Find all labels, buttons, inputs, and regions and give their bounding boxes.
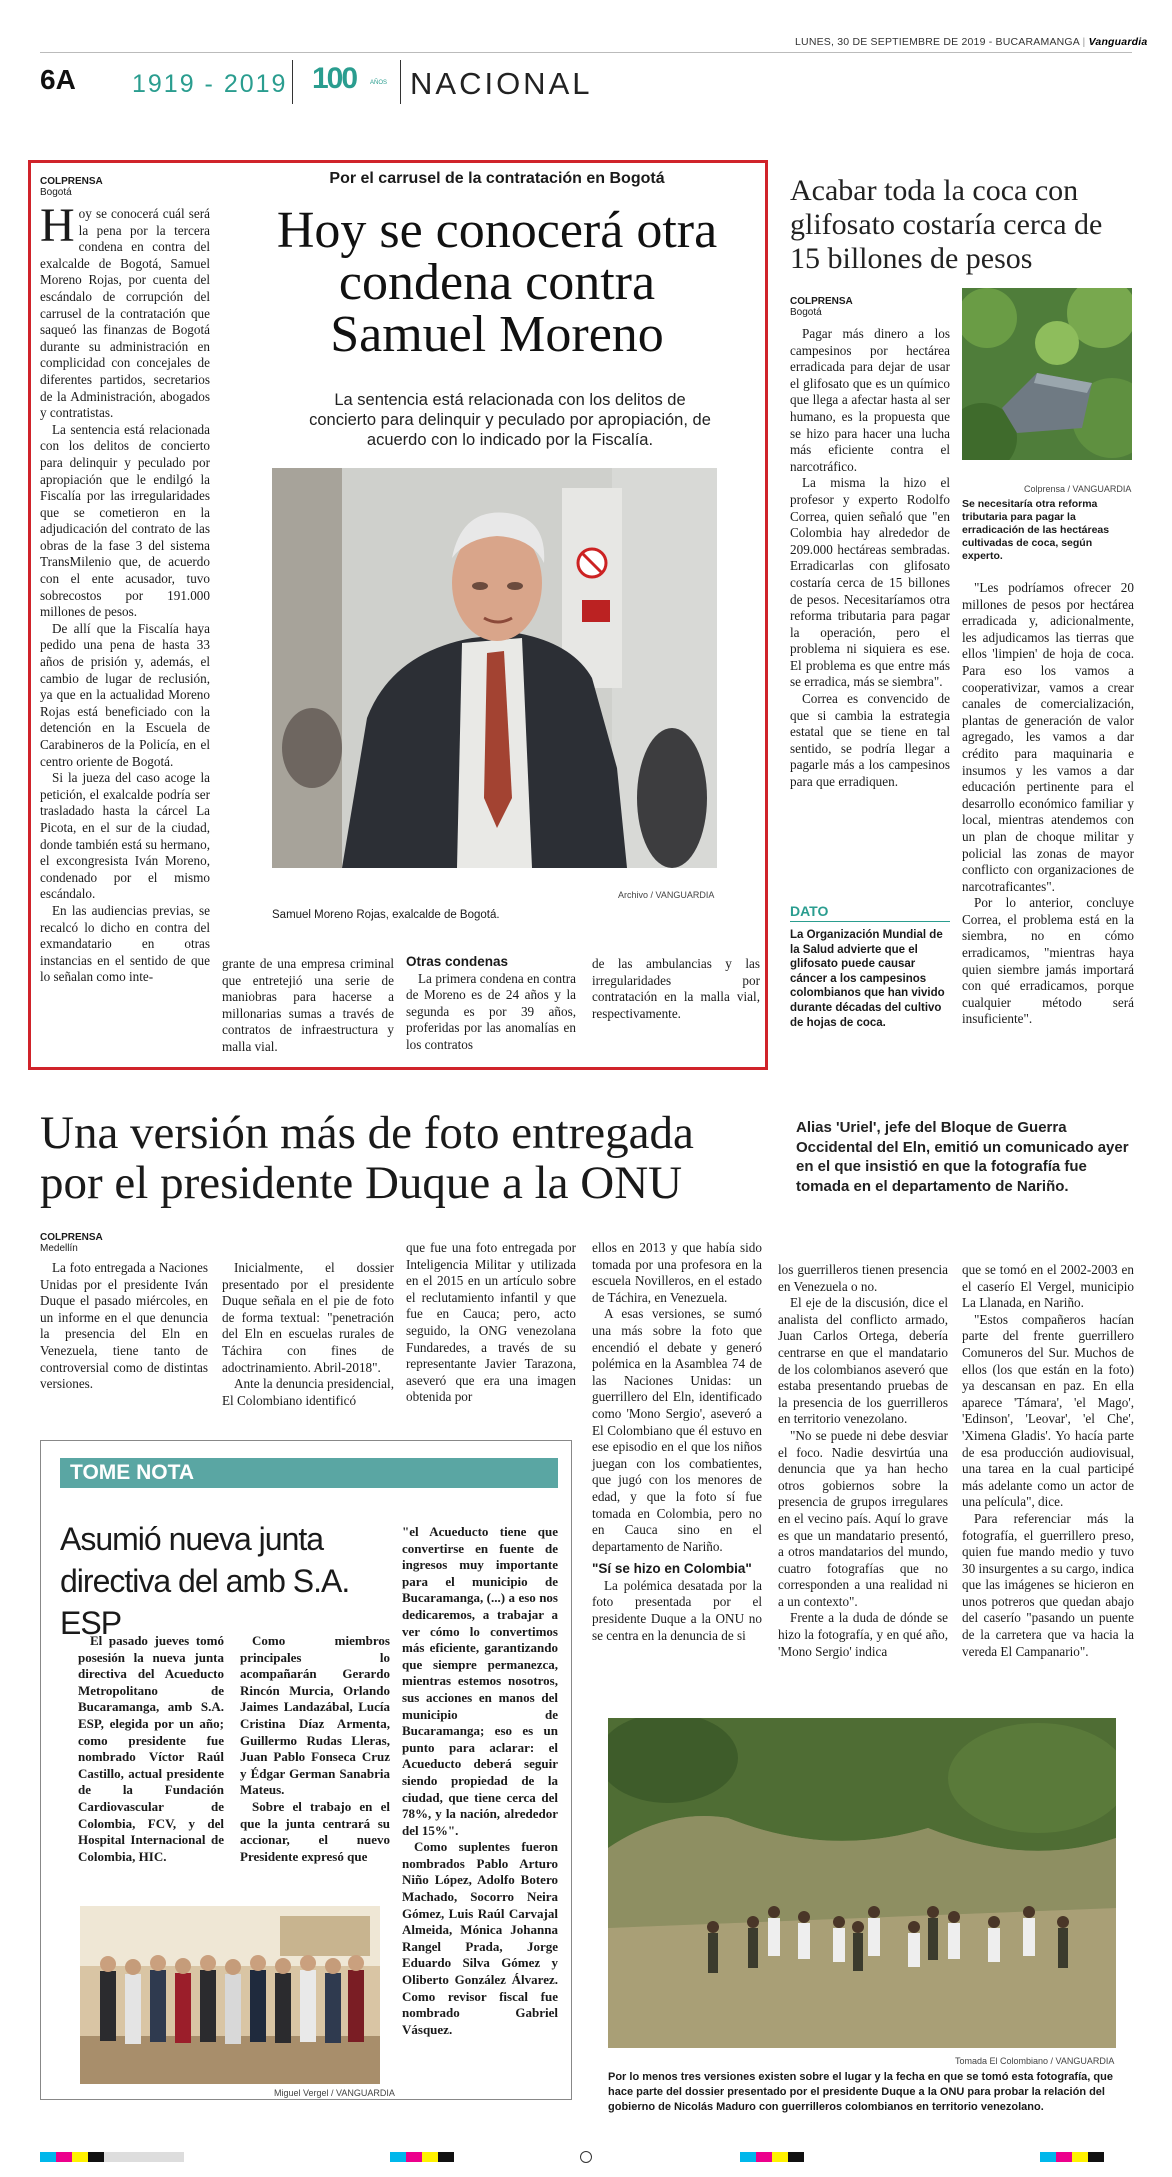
moreno-deck: La sentencia está relacionada con los delitos de concierto para delinquir y peculado por apropiación, de acuerdo con lo indicado por la Fiscalía. <box>309 391 711 449</box>
moreno-col3-para: La primera condena en contra de Moreno es de 24 años y la segunda es por 39 años, proferidas por las anomalías en los contratos <box>406 970 576 1052</box>
coca-para-2: La misma la hizo el profesor y experto Rodolfo Correa, quien señaló que "en Colombia hay alrededor de 209.000 hectáreas sembradas. Erradicarlas con glifosato costaría cerca de 15 billones de pesos. Necesitaríamos otra reforma tributaria para pagar la operación, pero el problema ni siquiera es ese. El problema es que entre más se erradica, más se siembra". <box>790 475 950 690</box>
duque-column-2 <box>222 1260 394 1409</box>
duque-headline <box>40 1108 800 1208</box>
tome-nota-label-text: TOME NOTA <box>70 1461 195 1484</box>
moreno-column-3 <box>406 954 576 1054</box>
moreno-headline-line1: Hoy se conocerá otra <box>276 202 718 259</box>
moreno-agency: COLPRENSA <box>40 176 103 187</box>
duque-para-13: "Estos compañeros hacían parte del frente guerrillero Comuneros del Sur. Muchos de ellos (los que están en la foto) ya descansan en paz. En ella aparece 'Támara', 'el Mago', 'Edinson', 'Leovar', 'el Che', 'Ximena Gladis'. Yo hacía parte de esa producción audiovisual, una tarea en la cual participé más adelante como un actor de una película", dice. <box>962 1311 1134 1510</box>
tome-nota-para-2: Como miembros principales lo acompañarán Gerardo Rincón Murcia, Orlando Jaimes Landazábal, Lucía Cristina Díaz Armenta, Guillermo Rudas Lleras, Juan Pablo Fonseca Cruz y Édgar German Sanabria Mateus. <box>240 1633 390 1798</box>
coca-column-2 <box>962 580 1134 1028</box>
duque-para-1: La foto entregada a Naciones Unidas por el presidente Iván Duque el pasado miércoles, en un informe en el que denuncia la presencia del Eln en Venezuela, tiene tanto de controversial como de distintas versiones. <box>40 1260 208 1392</box>
moreno-photo-credit: Archivo / VANGUARDIA <box>618 890 715 900</box>
tome-nota-para-5: Como suplentes fueron nombrados Pablo Arturo Niño López, Adolfo Botero Machado, Socorro Neira Gómez, Luis Raúl Carvajal Almeida, Mónica Johanna Rangel Prada, Jorge Eduardo Silva Gómez y Oliberto González Álvarez. Como revisor fiscal fue nombrado Gabriel Vásquez. <box>402 1839 558 2037</box>
duque-column-4 <box>592 1240 762 1644</box>
moreno-column-1 <box>40 199 210 986</box>
moreno-headline-line2: condena contra <box>338 254 656 311</box>
header-divider-2 <box>400 60 401 104</box>
duque-column-1 <box>40 1260 208 1393</box>
dato-box <box>790 903 950 1030</box>
brand-name: Vanguardia <box>1088 36 1148 48</box>
moreno-column-4 <box>592 956 760 1022</box>
duque-para-12: que se tomó en el 2002-2003 en el caserío El Vergel, municipio La Llanada, en Nariño. <box>962 1262 1134 1311</box>
duque-byline <box>40 1232 103 1254</box>
moreno-place: Bogotá <box>40 187 72 198</box>
moreno-col2-para: grante de una empresa criminal que entretejió una serie de maniobras para hacerse a millonarias sumas a través de contratos de infraestructura y malla vial. <box>222 956 394 1054</box>
moreno-para-1 <box>40 199 210 422</box>
duque-para-2: Inicialmente, el dossier presentado por el presidente Duque señala en el pie de foto de forma textual: "penetración del Eln en escuelas rurales de Táchira con fines de adoctrinamiento. Abril-2018". <box>222 1260 394 1375</box>
tome-nota-column-1 <box>78 1633 224 1865</box>
duque-para-8: los guerrilleros tienen presencia en Venezuela o no. <box>778 1262 948 1294</box>
dateline: LUNES, 30 DE SEPTIEMBRE DE 2019 - BUCARAMANGA | Vanguardia <box>795 36 1148 48</box>
header-divider <box>292 60 293 104</box>
duque-photo <box>608 1718 1116 2048</box>
duque-column-5 <box>778 1262 948 1660</box>
duque-para-3: Ante la denuncia presidencial, El Colombiano identificó <box>222 1376 394 1408</box>
coca-para-1: Pagar más dinero a los campesinos por hectárea erradicada para dejar de usar el glifosato que es un químico que llega a afectar hasta al ser humano, es la propuesta que se hizo para hacer una lucha más eficiente contra el narcotráfico. <box>790 326 950 474</box>
moreno-kicker: Por el carrusel de la contratación en Bogotá <box>329 170 665 187</box>
page-number: 6A <box>40 64 76 95</box>
dato-text: La Organización Mundial de la Salud advierte que el glifosato puede causar cáncer a los campesinos colombianos que han vivido durante décadas del cultivo de hojas de coca. <box>790 929 945 1029</box>
centenary-logo-number: 100 <box>312 62 357 95</box>
dato-label: DATO <box>790 903 950 922</box>
drop-cap: H <box>40 199 75 252</box>
coca-column-1 <box>790 326 950 791</box>
tome-nota-photo-credit: Miguel Vergel / VANGUARDIA <box>274 2088 395 2098</box>
print-registration-bar <box>40 2152 1132 2162</box>
moreno-col4-para: de las ambulancias y las irregularidades por contratación en la malla vial, respectivamente. <box>592 956 760 1021</box>
duque-para-9: El eje de la discusión, dice el analista del conflicto armado, Juan Carlos Ortega, debería centrarse en que el mandatario de los colombianos aseveró que estaba presentando pruebas de la presencia de los guerrilleros en territorio venezolano. <box>778 1295 948 1427</box>
duque-para-4: que fue una foto entregada por Inteligencia Militar y utilizada en el 2015 en un artículo sobre el reclutamiento infantil y que fue en Cauca; pero, acto seguido, la ONG venezolana Fundaredes, a través de su representante Javier Tarazona, aseveró que era una imagen obtenida por <box>406 1240 576 1405</box>
coca-photo-caption: Se necesitaría otra reforma tributaria para pagar la erradicación de las hectáreas cultivadas de coca, según experto. <box>962 498 1110 562</box>
tome-nota-para-3: Sobre el trabajo en el que la junta centrará su accionar, el nuevo Presidente expresó que <box>240 1798 390 1864</box>
coca-para-5: Por lo anterior, concluye Correa, el problema está en la siembra, no en cómo erradicamos, "mientras haya quien siembre jamás importará con qué erradicamos, porque cualquier método será insuficiente". <box>962 895 1134 1027</box>
header-rule <box>40 52 1132 53</box>
section-title: NACIONAL <box>410 66 593 101</box>
duque-photo-caption: Por lo menos tres versiones existen sobre el lugar y la fecha en que se tomó esta fotografía, que hace parte del dossier presentado por el presidente Duque a la ONU para probar la relación del gobierno de Nicolás Maduro con guerrilleros colombianos en territorio venezolano. <box>608 2071 1113 2113</box>
duque-para-11: Frente a la duda de dónde se hizo la fotografía, y en qué año, 'Mono Sergio' indica <box>778 1610 948 1659</box>
duque-agency: COLPRENSA <box>40 1232 103 1243</box>
coca-agency: COLPRENSA <box>790 296 853 307</box>
duque-para-10: "No se puede ni debe desviar el foco. Nadie desvirtúa una denuncia que ya han hecho otros gobiernos sobre la presencia de grupos irregulares en el vecino país. Aquí lo grave es que un mandatario presentó, a otros mandatarios del mundo, cuatro fotografías que no corresponden a una realidad ni a un contexto". <box>778 1427 948 1609</box>
tome-nota-label <box>60 1458 558 1488</box>
coca-para-3: Correa es convencido de que si cambia la estrategia estatal que se tiene en tal sentido, se podría llegar a pagarle más a los campesinos para que erradiquen. <box>790 691 950 790</box>
centenary-logo-small: AÑOS <box>370 80 388 86</box>
moreno-headline-line3: Samuel Moreno <box>330 306 664 363</box>
duque-para-14: Para referenciar más la fotografía, el guerrillero preso, quien fue mando medio y tuvo 30 insurgentes a su cargo, indica que las imágenes se hicieron en unos potreros que quedan abajo del caserío "pasando un puente de la carretera que va hacia la vereda El Campanario". <box>962 1510 1134 1659</box>
tome-nota-headline <box>60 1518 400 1644</box>
coca-photo-credit: Colprensa / VANGUARDIA <box>1024 484 1132 494</box>
duque-photo-credit: Tomada El Colombiano / VANGUARDIA <box>955 2056 1115 2066</box>
duque-side-deck: Alias 'Uriel', jefe del Bloque de Guerra Occidental del Eln, emitió un comunicado ayer en el que insistió en que la fotografía fue tomada en el departamento de Nariño. <box>796 1119 1129 1195</box>
duque-headline-line1: Una versión más de foto entregada <box>40 1107 694 1159</box>
moreno-para-3: De allí que la Fiscalía haya pedido una pena de hasta 33 años de prisión y, además, el cambio de lugar de reclusión, ya que en la actualidad Moreno Rojas está beneficiado con la detención en la Escuela de Carabineros de la Policía, en el centro oriente de Bogotá. <box>40 620 210 769</box>
coca-byline <box>790 296 853 318</box>
coca-para-4: "Les podríamos ofrecer 20 millones de pesos por hectárea erradicada y, adicionalmente, les adjudicamos las tierras que ellos 'limpien' de hoja de coca. Para eso los vamos a cooperativizar, vamos a crear canales de comercialización, plantas de generación de valor agregado, les vamos a dar crédito para maquinaria e insumos y les vamos a dar educación pertinente para el desarrollo económico familiar y local, mientras atendemos con un plan de choque militar y policial las zonas de mayor conflicto con organizaciones de narcotraficantes". <box>962 580 1134 894</box>
dateline-text: LUNES, 30 DE SEPTIEMBRE DE 2019 - BUCARAMANGA <box>795 36 1080 48</box>
moreno-subhead: Otras condenas <box>406 954 509 969</box>
moreno-para-2: La sentencia está relacionada con los delitos de concierto para delinquir y peculado por apropiación que le endilgó la Fiscalía por las irregularidades que se cometieron en la adjudicación del contrato de las obras de la fase 3 del sistema TransMilenio que, de acuerdo con el ente acusador, tuvo sobrecostos por 191.000 millones de pesos. <box>40 421 210 620</box>
duque-subhead: "Sí se hizo en Colombia" <box>592 1561 752 1577</box>
moreno-para-1-text: oy se conocerá cuál será la pena por la tercera condena en contra del exalcalde de Bogotá, Samuel Moreno Rojas, por cuenta del escándalo de corrupción del carrusel de la contratación que saqueó las finanzas de Bogotá durante su administración en complicidad con concejales de diferentes partidos, secretarios de la Administración, abogados y contratistas. <box>40 206 210 421</box>
duque-para-5: ellos en 2013 y que había sido tomada por una profesora en la escuela Novilleros, en el estado de Táchira, en Venezuela. <box>592 1240 762 1305</box>
moreno-photo-caption: Samuel Moreno Rojas, exalcalde de Bogotá. <box>272 909 500 921</box>
tome-nota-para-1: El pasado jueves tomó posesión la nueva junta directiva del Acueducto Metropolitano de Bucaramanga, amb S.A. ESP, elegida por un año; como presidente fue nombrado Víctor Raúl Castillo, actual presidente de la Fundación Cardiovascular de Colombia, FCV, y del Hospital Internacional de Colombia, HIC. <box>78 1633 224 1864</box>
moreno-headline <box>232 202 762 363</box>
coca-place: Bogotá <box>790 307 822 318</box>
duque-para-6: A esas versiones, se sumó una más sobre la foto que encendió el debate y generó polémica en la Asamblea 74 de las Naciones Unidas: un guerrillero del Eln, identificado como 'Mono Sergio', aseveró a El Colombiano que él estuvo en ese episodio en el que los niños juegan con los combatientes, que jugó con los menores de edad, y que la foto sí fue tomada en Colombia, pero no en Cauca sino en el departamento de Nariño. <box>592 1306 762 1554</box>
moreno-para-4: Si la jueza del caso acoge la petición, el exalcalde podría ser trasladado hasta la cárcel La Picota, en el sur de la ciudad, donde también está su hermano, el excongresista Iván Moreno, condenado por el mismo escándalo. <box>40 770 210 902</box>
header-years: 1919 - 2019 <box>132 70 288 98</box>
tome-nota-column-2 <box>240 1633 390 1865</box>
moreno-column-2 <box>222 956 394 1056</box>
moreno-photo <box>272 468 717 868</box>
coca-photo <box>962 288 1132 460</box>
tome-nota-headline-line1: Asumió nueva junta <box>60 1521 324 1557</box>
duque-place: Medellín <box>40 1243 78 1254</box>
duque-para-7: La polémica desatada por la foto presentada por el presidente Duque a la ONU no se centra en la denuncia de si <box>592 1577 762 1643</box>
duque-column-3 <box>406 1240 576 1406</box>
tome-nota-column-3 <box>402 1524 558 2038</box>
moreno-para-5: En las audiencias previas, se recalcó lo dicho en contra del exmandatario en otras instancias en el sentido de que lo señalan como inte- <box>40 902 210 985</box>
coca-headline: Acabar toda la coca con glifosato costaría cerca de 15 billones de pesos <box>790 174 1103 275</box>
duque-headline-line2: por el presidente Duque a la ONU <box>40 1157 683 1209</box>
tome-nota-para-4: "el Acueducto tiene que convertirse en fuente de ingresos muy importante para el municipio de Bucaramanga, (...) a eso nos dedicaremos, a trabajar a ver cómo lo convertimos más eficiente, garantizando que siempre permanezca, mientras estemos nosotros, sus acciones en manos del municipio de Bucaramanga; eso es un punto para aclarar: el Acueducto deberá seguir siendo propiedad de la ciudad, que tiene cerca del 78%, y la nación, alrededor del 15%". <box>402 1524 558 1838</box>
moreno-byline <box>40 176 103 198</box>
tome-nota-photo <box>80 1906 380 2084</box>
centenary-logo <box>312 64 388 98</box>
duque-column-6 <box>962 1262 1134 1660</box>
tome-nota-headline-line2: directiva del amb S.A. ESP <box>60 1563 350 1641</box>
